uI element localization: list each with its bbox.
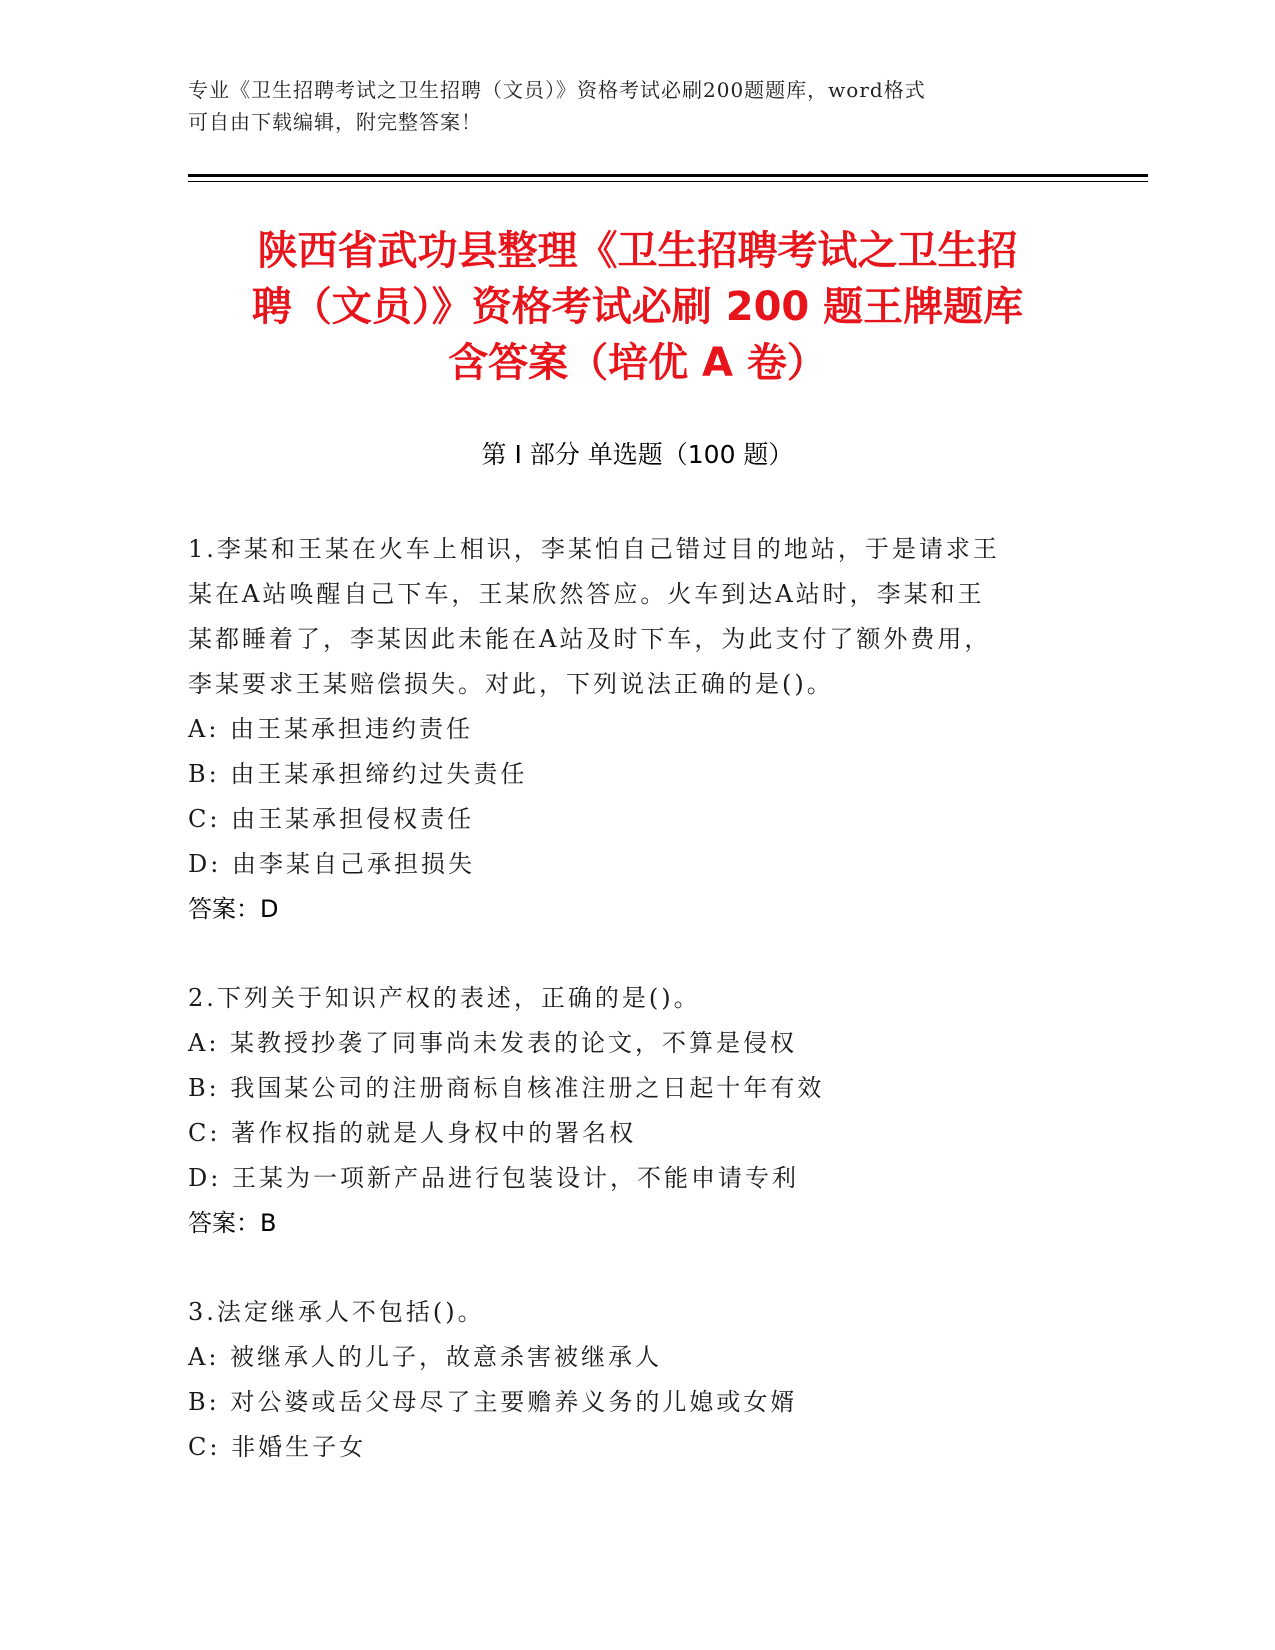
question-stem-line: 3.法定继承人不包括()。 [188, 1298, 485, 1326]
title-line-3: 含答案（培优 A 卷） [448, 340, 827, 386]
question-spacer [188, 1246, 1068, 1290]
header-rule-thin [188, 181, 1148, 182]
question-stem-line: 2.下列关于知识产权的表述，正确的是()。 [188, 984, 701, 1012]
option-b: B: 我国某公司的注册商标自核准注册之日起十年有效 [188, 1074, 825, 1102]
option-c: C: 著作权指的就是人身权中的署名权 [188, 1119, 637, 1147]
header-note-line-2: 可自由下载编辑，附完整答案！ [188, 110, 482, 134]
question-stem-line: 某在A站唤醒自己下车，王某欣然答应。火车到达A站时，李某和王 [188, 580, 985, 608]
title-line-2: 聘（文员）》资格考试必刷 200 题王牌题库 [251, 284, 1024, 330]
option-b: B: 由王某承担缔约过失责任 [188, 760, 528, 788]
question-list [188, 527, 1068, 1470]
option-d: D: 由李某自己承担损失 [188, 850, 475, 878]
question-1 [188, 527, 1068, 932]
header-note-line-1: 专业《卫生招聘考试之卫生招聘（文员）》资格考试必刷200题题库，word格式 [188, 78, 926, 102]
question-spacer [188, 932, 1068, 976]
question-stem-line: 某都睡着了，李某因此未能在A站及时下车，为此支付了额外费用， [188, 625, 992, 653]
option-c: C: 非婚生子女 [188, 1433, 367, 1461]
option-a: A: 被继承人的儿子，故意杀害被继承人 [188, 1343, 663, 1371]
answer-label: 答案：B [188, 1209, 277, 1237]
question-stem-line: 李某要求王某赔偿损失。对此，下列说法正确的是()。 [188, 670, 834, 698]
option-d: D: 王某为一项新产品进行包装设计，不能申请专利 [188, 1164, 799, 1192]
option-c: C: 由王某承担侵权责任 [188, 805, 475, 833]
header-note [188, 74, 1088, 138]
option-b: B: 对公婆或岳父母尽了主要赡养义务的儿媳或女婿 [188, 1388, 798, 1416]
option-a: A: 某教授抄袭了同事尚未发表的论文，不算是侵权 [188, 1029, 798, 1057]
question-2 [188, 976, 1068, 1246]
question-3 [188, 1290, 1068, 1470]
document-title [150, 223, 1125, 391]
title-line-1: 陕西省武功县整理《卫生招聘考试之卫生招 [257, 228, 1018, 274]
section-title: 第 I 部分 单选题（100 题） [481, 440, 794, 469]
header-rule-thick [188, 174, 1148, 177]
question-stem-line: 1.李某和王某在火车上相识，李某怕自己错过目的地站，于是请求王 [188, 535, 1000, 563]
option-a: A: 由王某承担违约责任 [188, 715, 474, 743]
answer-label: 答案：D [188, 895, 279, 923]
